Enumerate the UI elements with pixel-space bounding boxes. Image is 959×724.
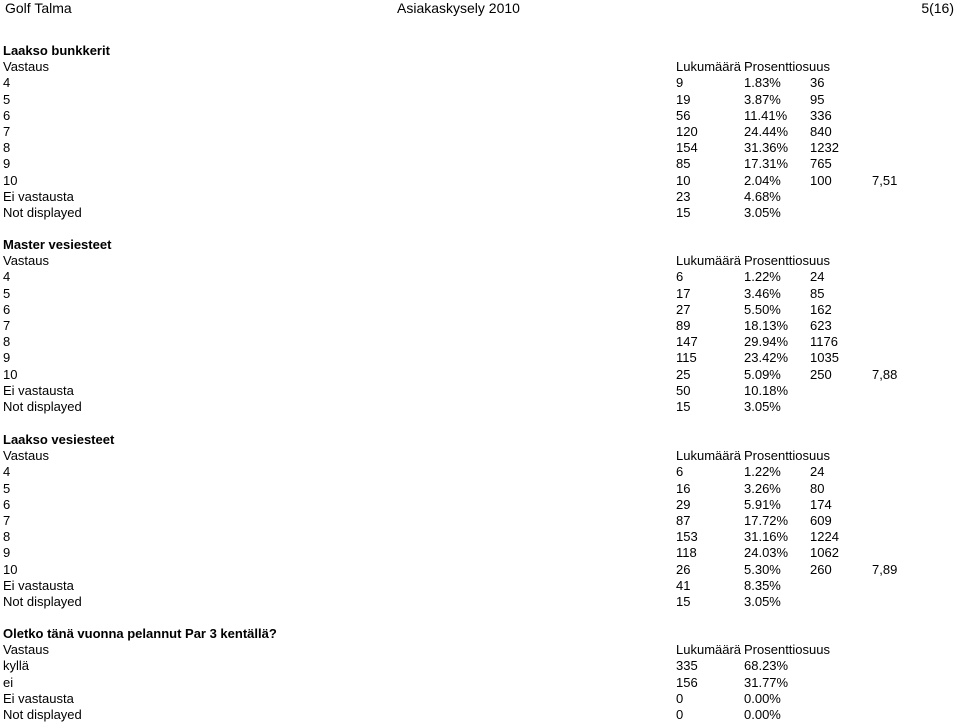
column-header: Prosenttiosuus (744, 59, 830, 75)
table-cell: 25 (676, 366, 691, 382)
table-cell: 7,88 (872, 366, 898, 382)
table-cell: Ei vastausta (3, 382, 74, 398)
section-title (0, 432, 959, 448)
column-header: Prosenttiosuus (744, 253, 830, 269)
column-header: Lukumäärä (676, 448, 742, 464)
table-cell: 4 (3, 75, 11, 91)
table-row (0, 334, 959, 350)
table-cell: 17.31% (744, 156, 789, 172)
table-cell: 5.30% (744, 561, 781, 577)
table-cell: 250 (810, 366, 832, 382)
table-cell: 162 (810, 301, 832, 317)
section-title (0, 626, 959, 642)
table-cell: 29.94% (744, 334, 789, 350)
table-cell: 24.44% (744, 123, 789, 139)
table-cell: 3.05% (744, 398, 781, 414)
table-cell: 9 (676, 75, 684, 91)
table-cell: 26 (676, 561, 691, 577)
table-cell: 118 (676, 545, 697, 561)
table-cell: 5 (3, 91, 11, 107)
table-cell: 5 (3, 285, 11, 301)
table-cell: 31.16% (744, 529, 789, 545)
table-cell: ei (3, 674, 14, 690)
table-cell: 18.13% (744, 317, 789, 333)
table-row (0, 594, 959, 610)
column-header: Lukumäärä (676, 59, 742, 75)
table-row (0, 578, 959, 594)
table-cell: 24.03% (744, 545, 789, 561)
table-cell: 3.87% (744, 91, 781, 107)
table-header (0, 59, 959, 75)
survey-section (0, 626, 959, 723)
column-header: Vastaus (3, 253, 50, 269)
table-cell: 1224 (810, 529, 839, 545)
table-cell: 0.00% (744, 690, 781, 706)
table-row (0, 269, 959, 285)
table-row (0, 205, 959, 221)
table-cell: 147 (676, 334, 698, 350)
table-row (0, 286, 959, 302)
table-cell: 8.35% (744, 577, 781, 593)
table-cell: 10 (676, 172, 691, 188)
table-cell: 68.23% (744, 658, 789, 674)
table-cell: 89 (676, 317, 691, 333)
table-row (0, 399, 959, 415)
table-cell: 1232 (810, 140, 839, 156)
table-cell: 8 (3, 529, 11, 545)
table-cell: 6 (676, 269, 684, 285)
table-cell: 100 (810, 172, 832, 188)
survey-section (0, 43, 959, 221)
table-cell: 3.05% (744, 204, 781, 220)
table-cell: 19 (676, 91, 691, 107)
section-title-text: Laakso vesiesteet (3, 432, 115, 447)
table-cell: 0 (676, 706, 684, 722)
table-cell: 840 (810, 123, 832, 139)
table-cell: 1.22% (744, 464, 781, 480)
table-cell: 23 (676, 188, 691, 204)
table-cell: 7 (3, 317, 11, 333)
table-row (0, 75, 959, 91)
table-cell: Not displayed (3, 593, 82, 609)
table-cell: 10.18% (744, 382, 789, 398)
column-header: Lukumäärä (676, 253, 742, 269)
table-cell: 0.00% (744, 706, 781, 722)
table-cell: 6 (3, 107, 11, 123)
table-row (0, 497, 959, 513)
table-row (0, 350, 959, 366)
table-row (0, 675, 959, 691)
table-cell: 7 (3, 512, 11, 528)
table-cell: Not displayed (3, 398, 82, 414)
table-cell: 17 (676, 285, 691, 301)
section-title (0, 237, 959, 253)
table-cell: 609 (810, 512, 832, 528)
column-header: Vastaus (3, 59, 50, 75)
table-row (0, 318, 959, 334)
table-row (0, 658, 959, 674)
table-cell: 27 (676, 301, 691, 317)
table-cell: 10 (3, 172, 18, 188)
table-cell: 6 (3, 301, 11, 317)
table-row (0, 513, 959, 529)
table-cell: 153 (676, 529, 698, 545)
table-cell: 336 (810, 107, 832, 123)
table-cell: 623 (810, 317, 832, 333)
table-row (0, 367, 959, 383)
table-cell: 335 (676, 658, 698, 674)
table-cell: 95 (810, 91, 825, 107)
table-cell: 9 (3, 350, 11, 366)
table-cell: 85 (810, 285, 825, 301)
table-cell: 9 (3, 156, 11, 172)
table-cell: 260 (810, 561, 832, 577)
table-cell: 10 (3, 561, 18, 577)
table-cell: Not displayed (3, 706, 82, 722)
table-cell: 0 (676, 690, 684, 706)
table-row (0, 108, 959, 124)
survey-section (0, 237, 959, 415)
table-row (0, 189, 959, 205)
table-cell: 6 (3, 496, 11, 512)
table-cell: 8 (3, 334, 11, 350)
table-cell: 5 (3, 480, 11, 496)
table-cell: 31.77% (744, 674, 789, 690)
table-cell: 31.36% (744, 140, 789, 156)
table-cell: kyllä (3, 658, 30, 674)
page-header (0, 0, 959, 18)
table-cell: 4.68% (744, 188, 781, 204)
table-cell: 50 (676, 382, 691, 398)
table-row (0, 562, 959, 578)
table-cell: 29 (676, 496, 691, 512)
table-cell: 6 (676, 464, 684, 480)
table-cell: 4 (3, 464, 11, 480)
section-title (0, 43, 959, 59)
table-header (0, 253, 959, 269)
section-title-text: Master vesiesteet (3, 237, 112, 252)
table-cell: 23.42% (744, 350, 789, 366)
table-cell: Ei vastausta (3, 577, 74, 593)
table-cell: 80 (810, 480, 825, 496)
table-cell: 3.05% (744, 593, 781, 609)
table-cell: 15 (676, 593, 691, 609)
table-cell: 7 (3, 123, 11, 139)
table-cell: 5.09% (744, 366, 781, 382)
table-row (0, 124, 959, 140)
table-row (0, 173, 959, 189)
table-row (0, 545, 959, 561)
column-header: Lukumäärä (676, 642, 742, 658)
table-cell: 36 (810, 75, 825, 91)
table-cell: 3.26% (744, 480, 781, 496)
table-cell: 120 (676, 123, 698, 139)
section-title-text: Laakso bunkkerit (3, 43, 110, 58)
column-header: Vastaus (3, 448, 50, 464)
table-cell: 41 (676, 577, 691, 593)
table-cell: 7,51 (872, 172, 898, 188)
table-cell: 1.83% (744, 75, 781, 91)
table-cell: 8 (3, 140, 11, 156)
table-row (0, 302, 959, 318)
table-cell: 85 (676, 156, 691, 172)
table-row (0, 156, 959, 172)
table-cell: 765 (810, 156, 832, 172)
table-cell: 10 (3, 366, 18, 382)
table-row (0, 383, 959, 399)
table-row (0, 92, 959, 108)
table-cell: 15 (676, 398, 691, 414)
header-survey-title: Asiakaskysely 2010 (397, 0, 520, 16)
table-cell: 24 (810, 269, 825, 285)
column-header: Vastaus (3, 642, 50, 658)
table-row (0, 464, 959, 480)
table-cell: 1062 (810, 545, 839, 561)
table-cell: 1.22% (744, 269, 781, 285)
table-cell: 16 (676, 480, 691, 496)
table-cell: 174 (810, 496, 832, 512)
table-cell: Ei vastausta (3, 188, 74, 204)
section-title-text: Oletko tänä vuonna pelannut Par 3 kentällä? (3, 626, 277, 641)
header-page-number: 5(16) (921, 0, 954, 16)
table-cell: 9 (3, 545, 11, 561)
header-company: Golf Talma (5, 0, 72, 16)
table-cell: 15 (676, 204, 691, 220)
table-cell: 3.46% (744, 285, 781, 301)
table-header (0, 448, 959, 464)
table-cell: 2.04% (744, 172, 781, 188)
table-row (0, 140, 959, 156)
table-cell: 5.50% (744, 301, 781, 317)
table-cell: 56 (676, 107, 691, 123)
table-cell: 11.41% (744, 107, 788, 123)
table-row (0, 481, 959, 497)
table-cell: Not displayed (3, 204, 82, 220)
table-cell: 17.72% (744, 512, 789, 528)
table-cell: 87 (676, 512, 691, 528)
table-cell: 5.91% (744, 496, 781, 512)
table-header (0, 642, 959, 658)
table-cell: 1035 (810, 350, 839, 366)
table-cell: 115 (676, 350, 697, 366)
table-row (0, 707, 959, 723)
table-row (0, 691, 959, 707)
table-cell: 24 (810, 464, 825, 480)
table-cell: Ei vastausta (3, 690, 74, 706)
table-cell: 7,89 (872, 561, 898, 577)
table-row (0, 529, 959, 545)
table-cell: 1176 (810, 334, 838, 350)
table-cell: 154 (676, 140, 698, 156)
table-cell: 156 (676, 674, 698, 690)
column-header: Prosenttiosuus (744, 448, 830, 464)
survey-section (0, 432, 959, 610)
column-header: Prosenttiosuus (744, 642, 830, 658)
table-cell: 4 (3, 269, 11, 285)
